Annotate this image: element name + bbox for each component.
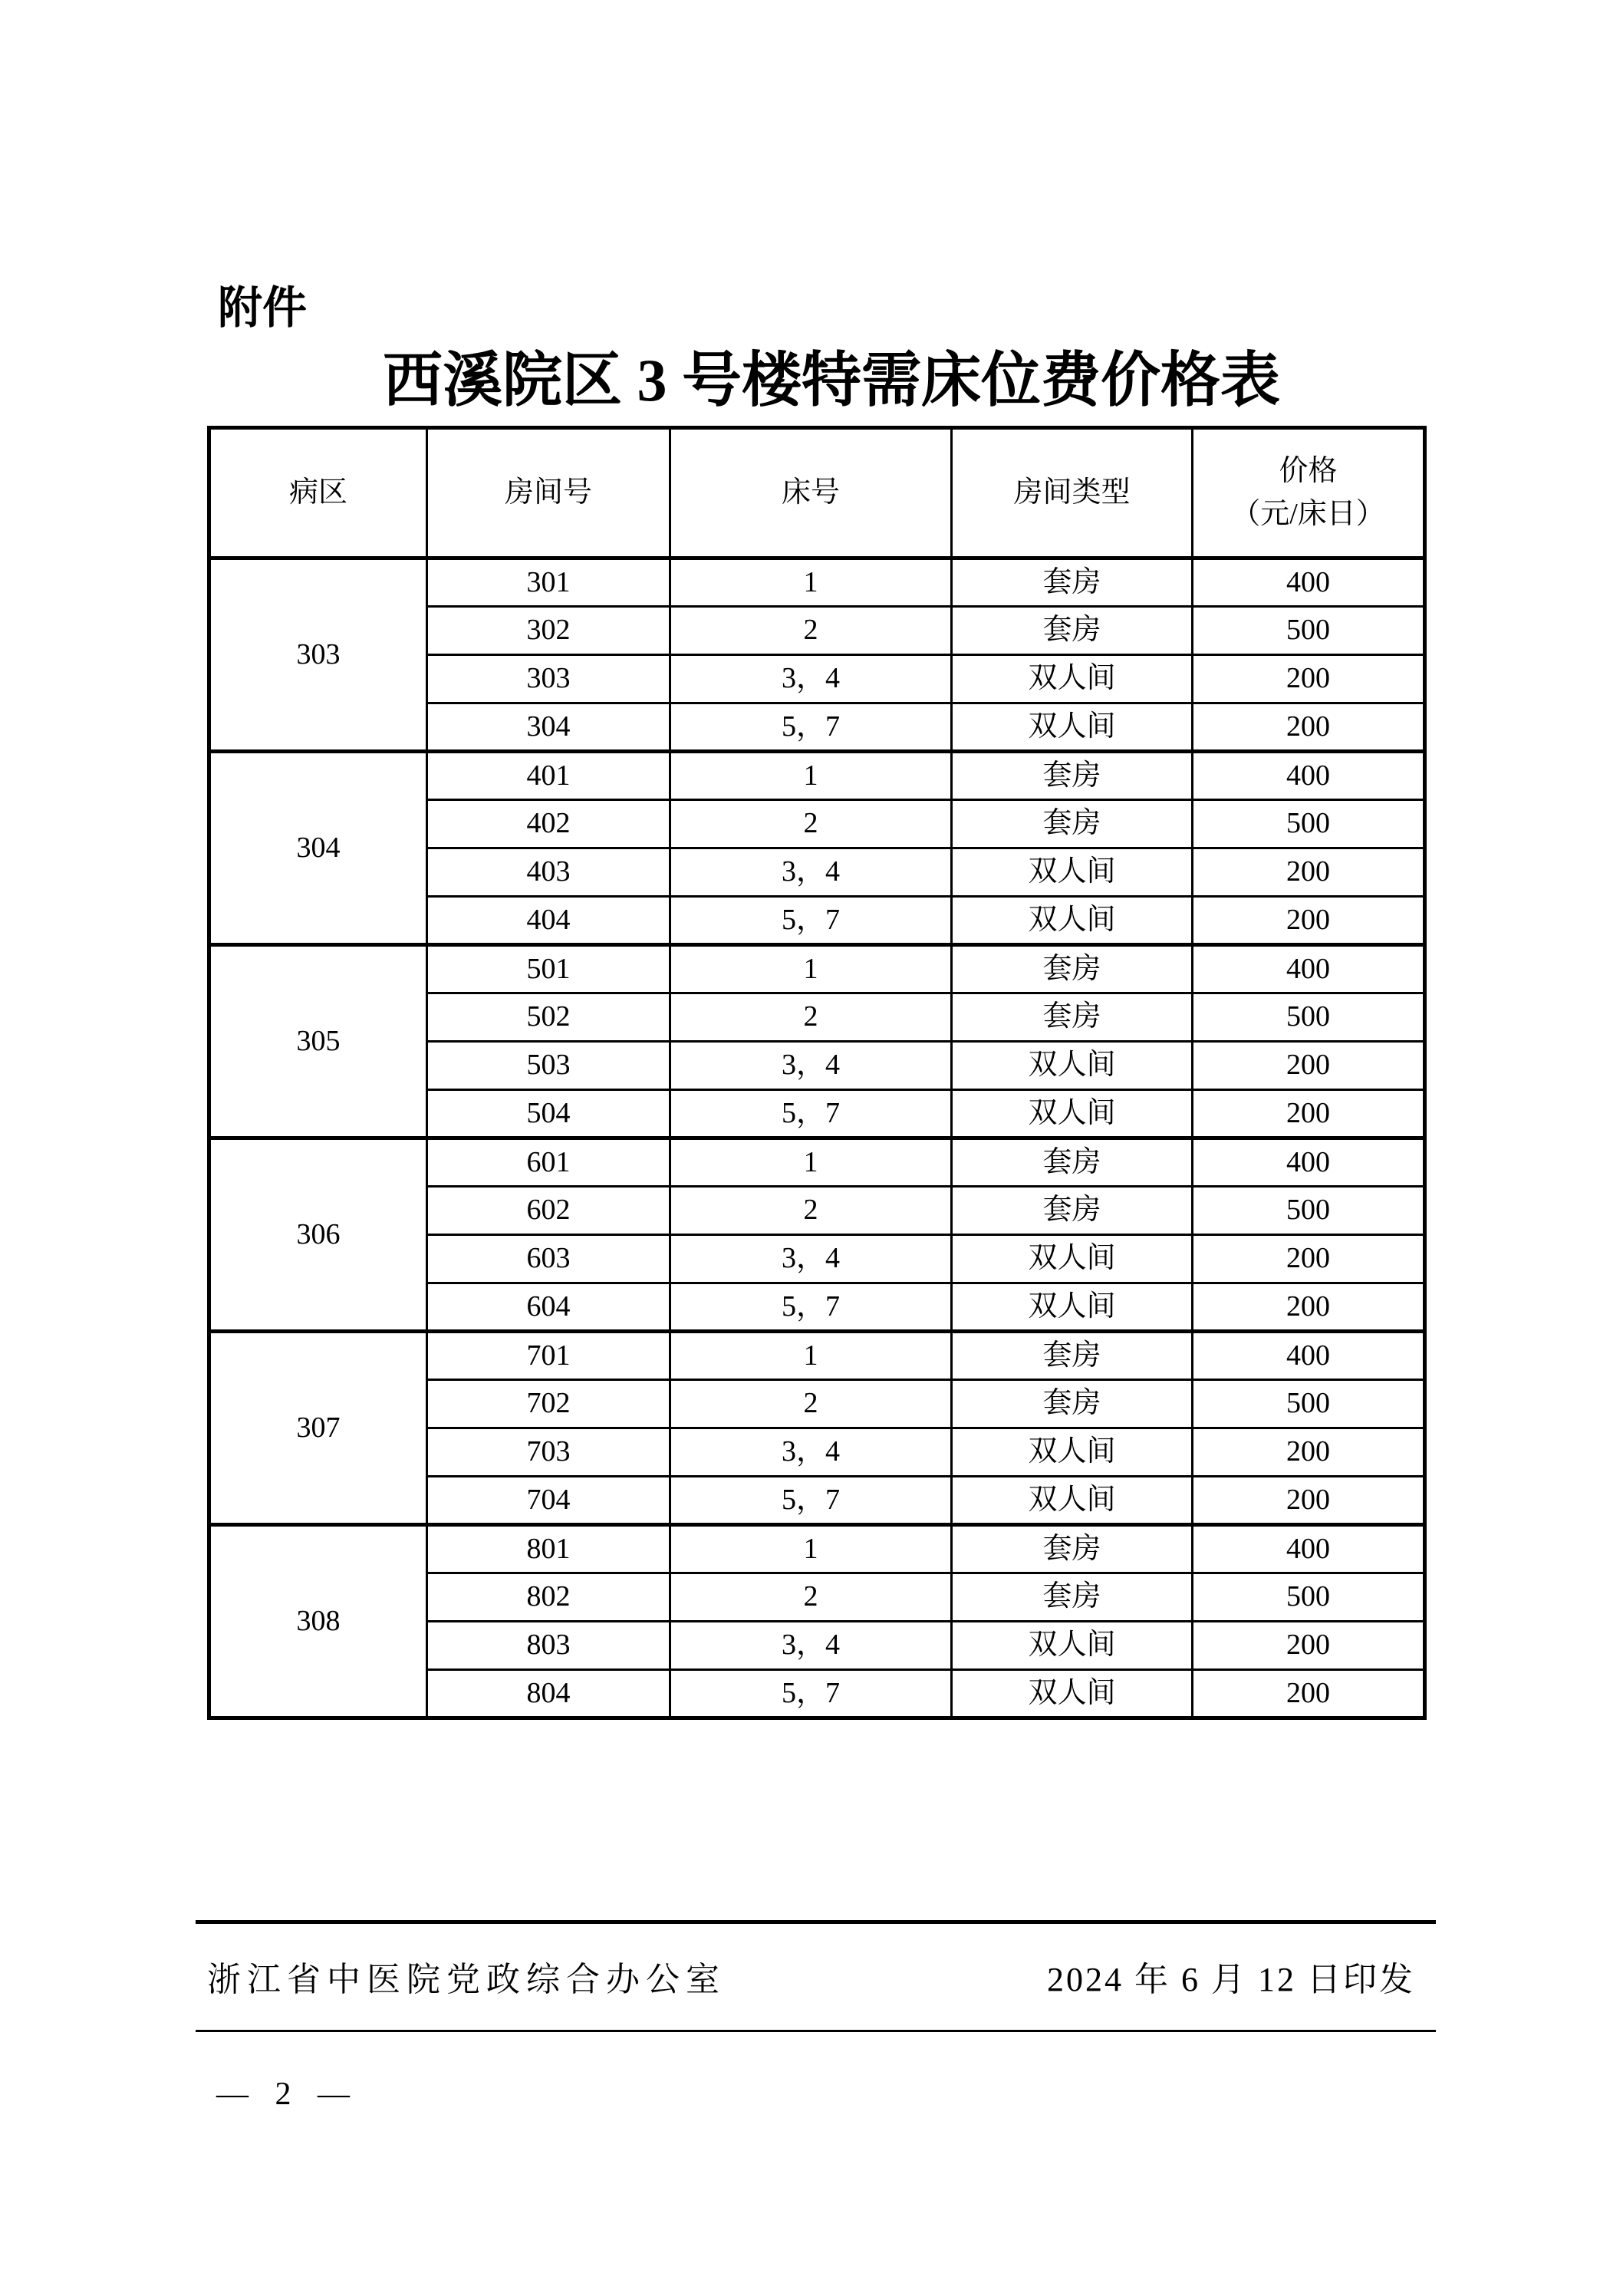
bed-cell: 2 xyxy=(670,800,952,848)
col-header-type: 房间类型 xyxy=(952,428,1193,558)
ward-cell: 305 xyxy=(209,945,427,1138)
bed-cell: 5，7 xyxy=(670,897,952,945)
bed-cell: 3，4 xyxy=(670,1622,952,1670)
bed-cell: 5，7 xyxy=(670,1090,952,1138)
room-cell: 704 xyxy=(427,1477,670,1525)
bed-cell: 3，4 xyxy=(670,1042,952,1090)
price-cell: 400 xyxy=(1193,1332,1425,1380)
type-cell: 套房 xyxy=(952,1380,1193,1428)
bed-cell: 3，4 xyxy=(670,848,952,897)
bed-cell: 2 xyxy=(670,1380,952,1428)
room-cell: 303 xyxy=(427,655,670,703)
type-cell: 套房 xyxy=(952,558,1193,607)
type-cell: 双人间 xyxy=(952,1428,1193,1477)
price-cell: 200 xyxy=(1193,1477,1425,1525)
room-cell: 301 xyxy=(427,558,670,607)
price-cell: 200 xyxy=(1193,655,1425,703)
issuing-office: 浙江省中医院党政综合办公室 xyxy=(207,1961,726,1998)
bed-cell: 3，4 xyxy=(670,1235,952,1283)
type-cell: 套房 xyxy=(952,607,1193,655)
bed-cell: 1 xyxy=(670,1138,952,1187)
bed-cell: 3，4 xyxy=(670,655,952,703)
room-cell: 302 xyxy=(427,607,670,655)
type-cell: 套房 xyxy=(952,752,1193,800)
ward-cell: 308 xyxy=(209,1525,427,1718)
type-cell: 双人间 xyxy=(952,655,1193,703)
price-cell: 400 xyxy=(1193,752,1425,800)
table-body xyxy=(209,558,1425,1718)
col-header-room: 房间号 xyxy=(427,428,670,558)
print-date: 2024 年 6 月 12 日印发 xyxy=(1047,1961,1415,1998)
ward-cell: 304 xyxy=(209,752,427,945)
type-cell: 套房 xyxy=(952,1525,1193,1573)
footer xyxy=(207,1960,1415,2001)
price-cell: 400 xyxy=(1193,945,1425,993)
price-table xyxy=(207,426,1427,1720)
type-cell: 套房 xyxy=(952,800,1193,848)
type-cell: 双人间 xyxy=(952,897,1193,945)
table-row xyxy=(209,752,1425,800)
price-cell: 200 xyxy=(1193,1235,1425,1283)
room-cell: 504 xyxy=(427,1090,670,1138)
type-cell: 套房 xyxy=(952,1573,1193,1622)
footer-rule-bottom xyxy=(196,2030,1436,2032)
bed-cell: 1 xyxy=(670,945,952,993)
bed-cell: 5，7 xyxy=(670,1283,952,1332)
page-title: 西溪院区 3 号楼特需床位费价格表 xyxy=(382,347,1280,413)
price-cell: 200 xyxy=(1193,1670,1425,1718)
bed-cell: 1 xyxy=(670,1332,952,1380)
price-cell: 400 xyxy=(1193,1138,1425,1187)
room-cell: 701 xyxy=(427,1332,670,1380)
room-cell: 304 xyxy=(427,703,670,752)
type-cell: 双人间 xyxy=(952,1670,1193,1718)
type-cell: 双人间 xyxy=(952,1235,1193,1283)
room-cell: 401 xyxy=(427,752,670,800)
room-cell: 501 xyxy=(427,945,670,993)
price-cell: 200 xyxy=(1193,848,1425,897)
page-number: — 2 — xyxy=(216,2077,359,2112)
room-cell: 601 xyxy=(427,1138,670,1187)
bed-cell: 2 xyxy=(670,1573,952,1622)
bed-cell: 5，7 xyxy=(670,1670,952,1718)
type-cell: 套房 xyxy=(952,1187,1193,1235)
room-cell: 503 xyxy=(427,1042,670,1090)
price-cell: 200 xyxy=(1193,1428,1425,1477)
price-cell: 500 xyxy=(1193,607,1425,655)
col-header-price xyxy=(1193,428,1425,558)
price-cell: 500 xyxy=(1193,993,1425,1042)
price-cell: 200 xyxy=(1193,1622,1425,1670)
room-cell: 803 xyxy=(427,1622,670,1670)
attachment-label: 附件 xyxy=(218,283,308,333)
price-cell: 500 xyxy=(1193,1187,1425,1235)
type-cell: 双人间 xyxy=(952,703,1193,752)
room-cell: 801 xyxy=(427,1525,670,1573)
type-cell: 套房 xyxy=(952,945,1193,993)
type-cell: 双人间 xyxy=(952,1042,1193,1090)
price-cell: 400 xyxy=(1193,1525,1425,1573)
room-cell: 604 xyxy=(427,1283,670,1332)
table-header-row xyxy=(209,428,1425,558)
table-row xyxy=(209,1138,1425,1187)
room-cell: 403 xyxy=(427,848,670,897)
room-cell: 603 xyxy=(427,1235,670,1283)
room-cell: 602 xyxy=(427,1187,670,1235)
type-cell: 双人间 xyxy=(952,848,1193,897)
room-cell: 802 xyxy=(427,1573,670,1622)
bed-cell: 1 xyxy=(670,1525,952,1573)
price-cell: 500 xyxy=(1193,800,1425,848)
type-cell: 双人间 xyxy=(952,1090,1193,1138)
price-header-line1: 价格 xyxy=(1279,455,1338,488)
bed-cell: 5，7 xyxy=(670,1477,952,1525)
table-row xyxy=(209,945,1425,993)
bed-cell: 2 xyxy=(670,1187,952,1235)
price-cell: 200 xyxy=(1193,1283,1425,1332)
table-row xyxy=(209,1332,1425,1380)
type-cell: 套房 xyxy=(952,993,1193,1042)
price-header-line2: （元/床日） xyxy=(1231,497,1385,530)
price-cell: 200 xyxy=(1193,1090,1425,1138)
type-cell: 套房 xyxy=(952,1138,1193,1187)
ward-cell: 303 xyxy=(209,558,427,752)
footer-rule-top xyxy=(196,1920,1436,1924)
price-cell: 200 xyxy=(1193,897,1425,945)
price-cell: 200 xyxy=(1193,1042,1425,1090)
bed-cell: 2 xyxy=(670,607,952,655)
bed-cell: 2 xyxy=(670,993,952,1042)
price-cell: 200 xyxy=(1193,703,1425,752)
room-cell: 804 xyxy=(427,1670,670,1718)
bed-cell: 5，7 xyxy=(670,703,952,752)
type-cell: 双人间 xyxy=(952,1283,1193,1332)
type-cell: 双人间 xyxy=(952,1622,1193,1670)
type-cell: 双人间 xyxy=(952,1477,1193,1525)
price-cell: 400 xyxy=(1193,558,1425,607)
price-cell: 500 xyxy=(1193,1380,1425,1428)
bed-cell: 1 xyxy=(670,558,952,607)
price-cell: 500 xyxy=(1193,1573,1425,1622)
room-cell: 404 xyxy=(427,897,670,945)
ward-cell: 306 xyxy=(209,1138,427,1332)
bed-cell: 1 xyxy=(670,752,952,800)
room-cell: 402 xyxy=(427,800,670,848)
room-cell: 702 xyxy=(427,1380,670,1428)
col-header-bed: 床号 xyxy=(670,428,952,558)
table-row xyxy=(209,558,1425,607)
col-header-ward: 病区 xyxy=(209,428,427,558)
ward-cell: 307 xyxy=(209,1332,427,1525)
room-cell: 703 xyxy=(427,1428,670,1477)
bed-cell: 3，4 xyxy=(670,1428,952,1477)
room-cell: 502 xyxy=(427,993,670,1042)
type-cell: 套房 xyxy=(952,1332,1193,1380)
table-row xyxy=(209,1525,1425,1573)
